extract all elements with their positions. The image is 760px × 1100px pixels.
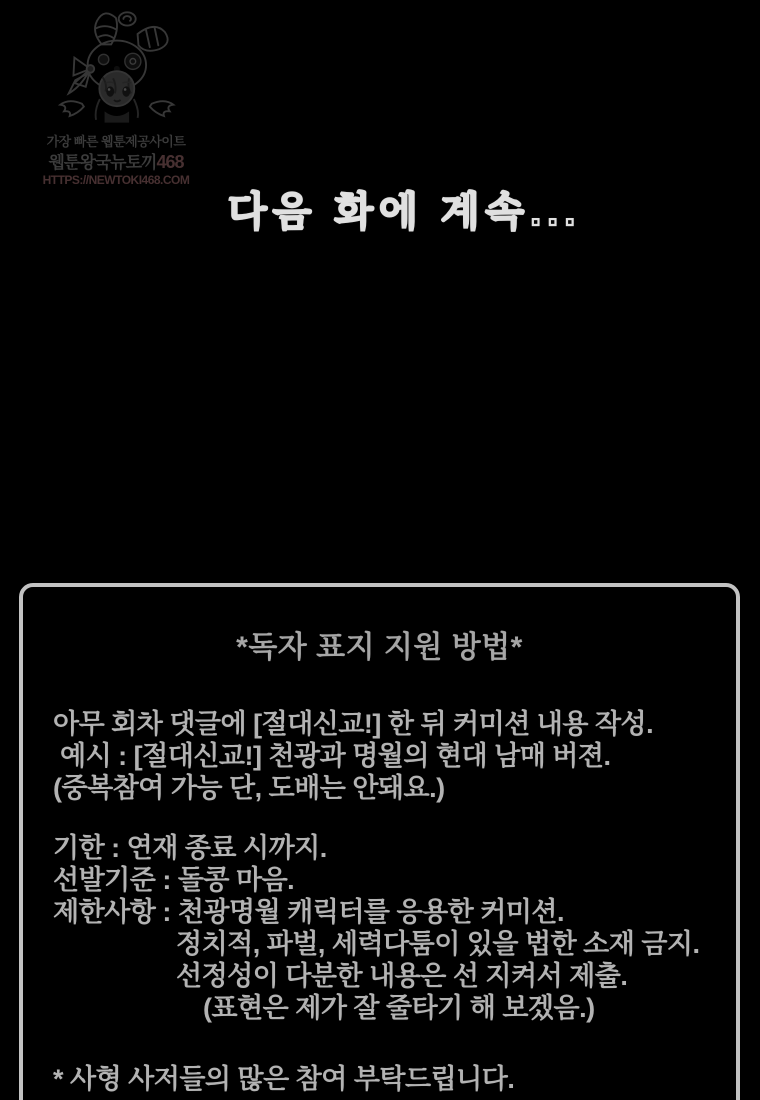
notice-line: 제한사항 : 천광명월 캐릭터를 응용한 커미션. bbox=[53, 897, 564, 927]
watermark-site-name bbox=[32, 148, 200, 173]
watermark-tagline: 가장 빠른 웹툰제공사이트 bbox=[46, 134, 186, 149]
watermark-site-name-text: 웹툰왕국뉴토끼 bbox=[48, 153, 157, 172]
notice-footer: * 사형 사저들의 많은 참여 부탁드립니다. bbox=[53, 1064, 515, 1094]
notice-line: 아무 회차 댓글에 [절대신교!] 한 뒤 커미션 내용 작성. bbox=[53, 709, 654, 739]
reader-cover-notice-box bbox=[19, 583, 740, 1100]
notice-line: 기한 : 연재 종료 시까지. bbox=[53, 833, 327, 863]
notice-title: *독자 표지 지원 방법* bbox=[236, 631, 523, 664]
site-watermark bbox=[0, 0, 230, 200]
to-be-continued-text: 다음 화에 계속... bbox=[228, 190, 582, 234]
notice-line: 선발기준 : 돌콩 마음. bbox=[53, 865, 295, 895]
mascot-bunny-girl-icon bbox=[48, 5, 180, 129]
watermark-site-number: 468 bbox=[156, 152, 184, 172]
notice-line: (중복참여 가능 단, 도배는 안돼요.) bbox=[53, 773, 445, 803]
watermark-site-url: HTTPS://NEWTOKI468.COM bbox=[42, 173, 190, 187]
notice-line: 예시 : [절대신교!] 천광과 명월의 현대 남매 버젼. bbox=[53, 741, 611, 771]
notice-line: 선정성이 다분한 내용은 선 지켜서 제출. bbox=[176, 961, 628, 991]
notice-line: 정치적, 파벌, 세력다툼이 있을 법한 소재 금지. bbox=[176, 929, 700, 959]
notice-line: (표현은 제가 잘 줄타기 해 보겠음.) bbox=[203, 993, 595, 1023]
